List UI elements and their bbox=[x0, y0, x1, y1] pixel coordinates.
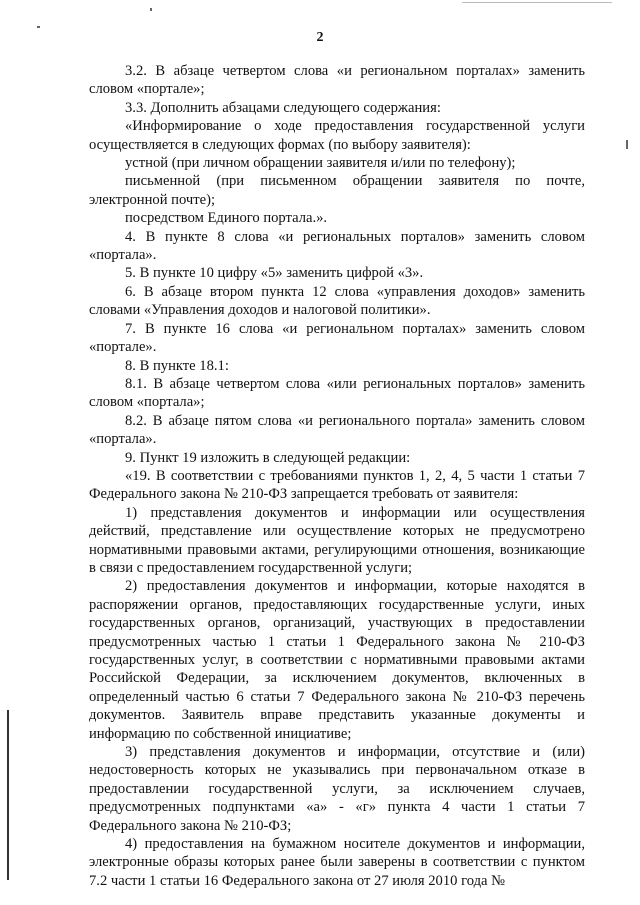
page-number: 2 bbox=[316, 30, 324, 45]
paragraph-3-2: 3.2. В абзаце четвертом слова «и региональном порталах» заменить словом «портале»; bbox=[89, 63, 585, 98]
paragraph-oral: устной (при личном обращении заявителя и/или по телефону); bbox=[125, 155, 516, 172]
paragraph-4: 4. В пункте 8 слова «и региональных порталов» заменить словом «портала». bbox=[89, 228, 585, 264]
paragraph-3-3: 3.3. Дополнить абзацами следующего содержания: bbox=[125, 99, 441, 116]
header-rule bbox=[462, 2, 612, 3]
scan-speck bbox=[626, 140, 628, 149]
scan-speck bbox=[37, 26, 40, 28]
document-body bbox=[89, 62, 585, 890]
scan-margin-line bbox=[7, 710, 9, 880]
paragraph-5: 5. В пункте 10 цифру «5» заменить цифрой «3». bbox=[125, 265, 424, 282]
paragraph-19: «19. В соответствии с требованиями пунктов 1, 2, 4, 5 части 1 статьи 7 Федерального закона № 210-ФЗ запрещается требовать от заявителя: bbox=[89, 467, 585, 503]
paragraph-portal: посредством Единого портала.». bbox=[125, 210, 328, 227]
list-item-4: 4) предоставления на бумажном носителе документов и информации, электронные образы которых ранее были заверены в соответствии с пунктом 7.2 части 1 статьи 16 Федерального закона от 27 июля 2010 года № bbox=[89, 836, 585, 889]
scan-speck bbox=[150, 8, 152, 11]
paragraph-written: письменной (при письменном обращении заявителя по почте, электронной почте); bbox=[89, 173, 585, 208]
list-item-3: 3) представления документов и информации, отсутствие и (или) недостоверность которых не указывались при первоначальном отказе в предоставлении государственной услуги, за исключением случаев, предусмотренных подпунктами «а» - «г» пункта 4 части 1 статьи 7 Федерального закона № 210-ФЗ; bbox=[89, 744, 585, 834]
paragraph-informing: «Информирование о ходе предоставления государственной услуги осуществляется в следующих формах (по выбору заявителя): bbox=[89, 118, 585, 153]
paragraph-8-1: 8.1. В абзаце четвертом слова «или региональных порталов» заменить словом «портала»; bbox=[89, 375, 585, 411]
paragraph-9: 9. Пункт 19 изложить в следующей редакции: bbox=[125, 449, 411, 466]
paragraph-6: 6. В абзаце втором пункта 12 слова «управления доходов» заменить словами «Управления доходов и налоговой политики». bbox=[89, 283, 585, 319]
paragraph-8-2: 8.2. В абзаце пятом слова «и регионального портала» заменить словом «портала». bbox=[89, 412, 585, 448]
list-item-2: 2) предоставления документов и информации, которые находятся в распоряжении органов, предоставляющих государственные услуги, иных государственных органов, организаций, участвующих в предоставлении предусмотренных частью 1 статьи 1 Федерального закона № 210-ФЗ государственных услуг, в соответствии с нормативными правовыми актами Российской Федерации, за исключением документов, включенных в определенный частью 6 статьи 7 Федерального закона № 210-ФЗ перечень документов. Заявитель вправе представить указанные документы и информацию по собственной инициативе; bbox=[89, 578, 585, 742]
paragraph-7: 7. В пункте 16 слова «и региональном порталах» заменить словом «портале». bbox=[89, 320, 585, 356]
paragraph-8: 8. В пункте 18.1: bbox=[125, 357, 229, 374]
list-item-1: 1) представления документов и информации или осуществления действий, представление или осуществление которых не предусмотрено нормативными правовыми актами, регулирующими отношения, возникающие в связи с предоставлением государственной услуги; bbox=[89, 504, 585, 576]
